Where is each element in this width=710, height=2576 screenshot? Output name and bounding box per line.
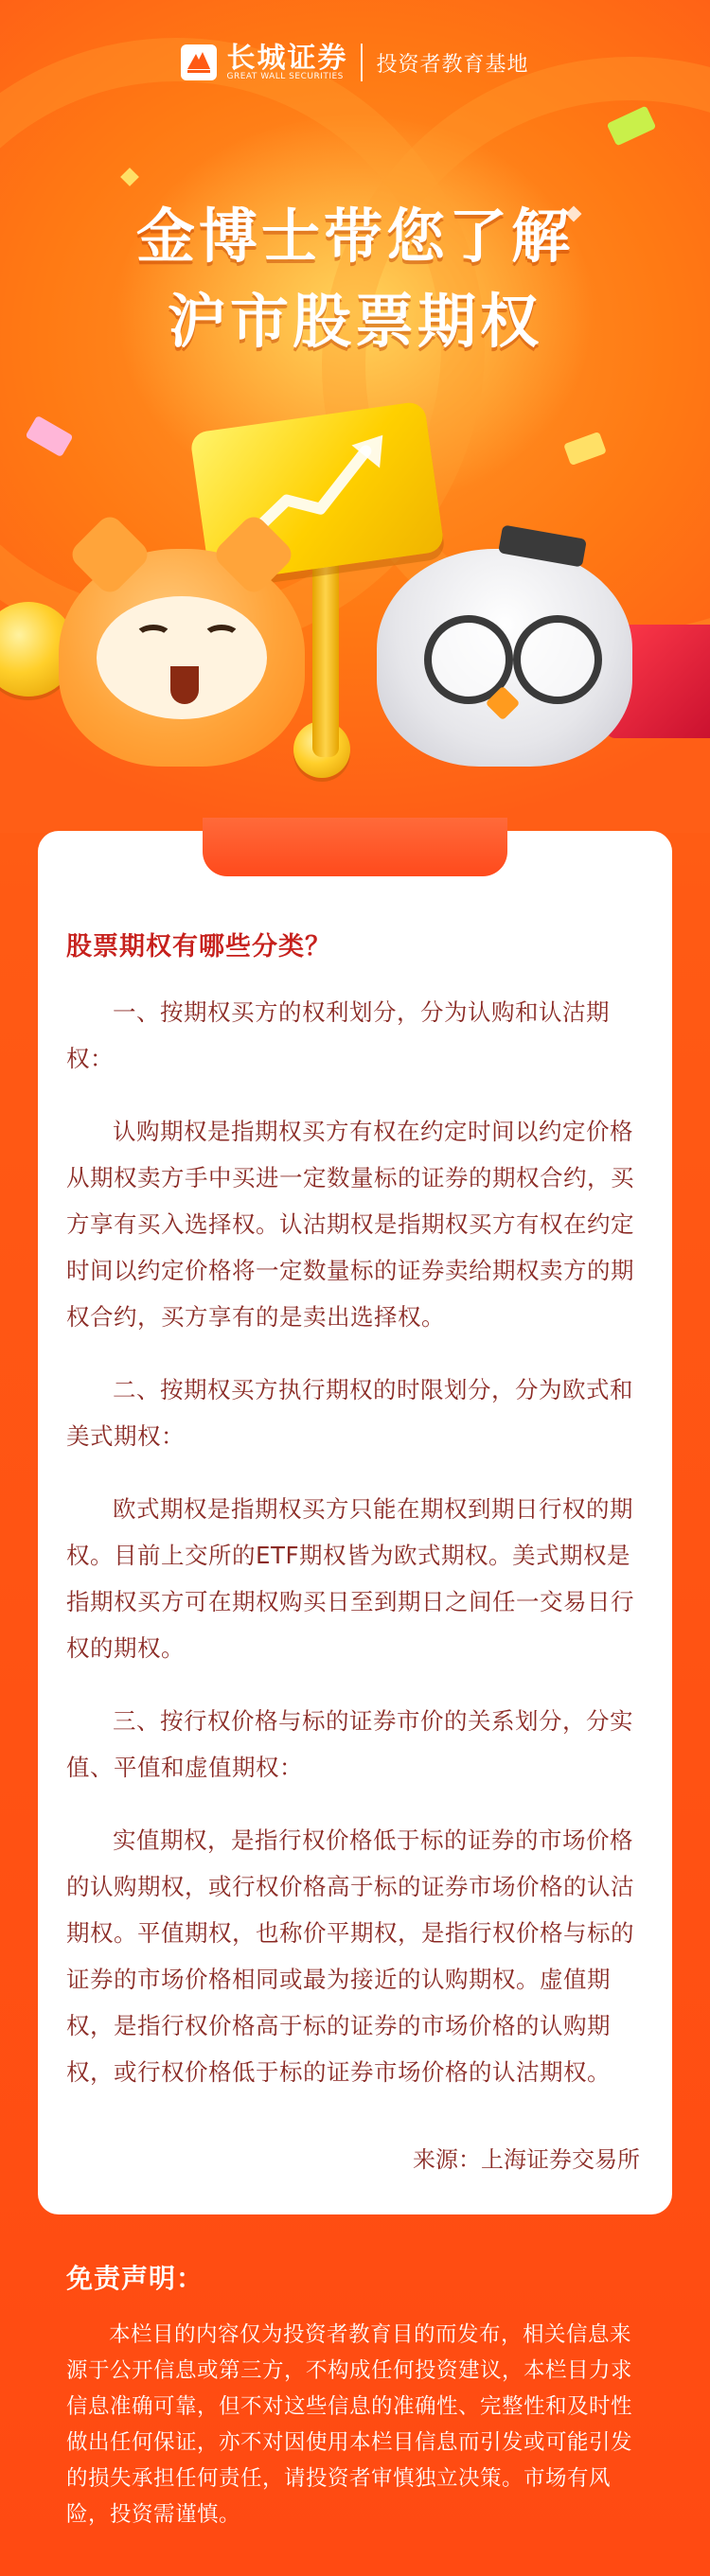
hero-title-line-1: 金博士带您了解 bbox=[135, 202, 574, 271]
brand-name-en: GREAT WALL SECURITIES bbox=[226, 72, 344, 82]
article-paragraph: 一、按期权买方的权利划分，分为认购和认沽期权： bbox=[66, 998, 610, 1072]
hero-banner bbox=[0, 0, 710, 833]
article-source: 来源：上海证券交易所 bbox=[413, 2146, 640, 2173]
brand-divider bbox=[361, 44, 363, 81]
brand-logo[interactable] bbox=[181, 41, 348, 82]
article-question: 股票期权有哪些分类？ bbox=[66, 932, 331, 962]
card-top-tab bbox=[203, 818, 507, 876]
disclaimer-text: 本栏目的内容仅为投资者教育目的而发布，相关信息来源于公开信息或第三方，不构成任何投资建议，本栏目力求信息准确可靠，但不对这些信息的准确性、完整性和及时性做出任何保证，亦不对因使用本栏目信息而引发或可能引发的损失承担任何责任，请投资者审慎独立决策。市场有风险，投资需谨慎。 bbox=[66, 2322, 633, 2527]
owl-mascot-icon bbox=[377, 549, 632, 767]
brand-name-cn: 长城证券 bbox=[226, 41, 348, 75]
brand-header bbox=[0, 34, 710, 91]
great-wall-logo-icon bbox=[181, 44, 217, 80]
article-paragraph: 欧式期权是指期权买方只能在期权到期日行权的期权。目前上交所的ETF期权皆为欧式期权。美式期权是指期权买方可在期权购买日至到期日之间任一交易日行权的期权。 bbox=[66, 1495, 634, 1662]
article-paragraph: 实值期权，是指行权价格低于标的证券的市场价格的认购期权，或行权价格高于标的证券市场价格的认沽期权。平值期权，也称价平期权，是指行权价格与标的证券的市场价格相同或最为接近的认购期权。虚值期权，是指行权价格高于标的证券的市场价格的认购期权，或行权价格低于标的证券市场价格的认沽期权。 bbox=[66, 1826, 634, 2086]
article-paragraph: 二、按期权买方执行期权的时限划分，分为欧式和美式期权： bbox=[66, 1376, 633, 1450]
brand-tagline: 投资者教育基地 bbox=[376, 52, 529, 77]
article-paragraph: 认购期权是指期权买方有权在约定时间以约定价格从期权卖方手中买进一定数量标的证券的期权合约，买方享有买入选择权。认沽期权是指期权买方有权在约定时间以约定价格将一定数量标的证券卖给期权卖方的期权合约，买方享有的是卖出选择权。 bbox=[66, 1118, 634, 1331]
article-body bbox=[66, 926, 644, 2122]
disclaimer-title: 免责声明： bbox=[66, 2263, 204, 2294]
article-paragraph: 三、按行权价格与标的证券市价的关系划分，分实值、平值和虚值期权： bbox=[66, 1707, 633, 1781]
hero-title-line-2: 沪市股票期权 bbox=[167, 287, 542, 356]
cat-mascot-icon bbox=[59, 549, 305, 767]
